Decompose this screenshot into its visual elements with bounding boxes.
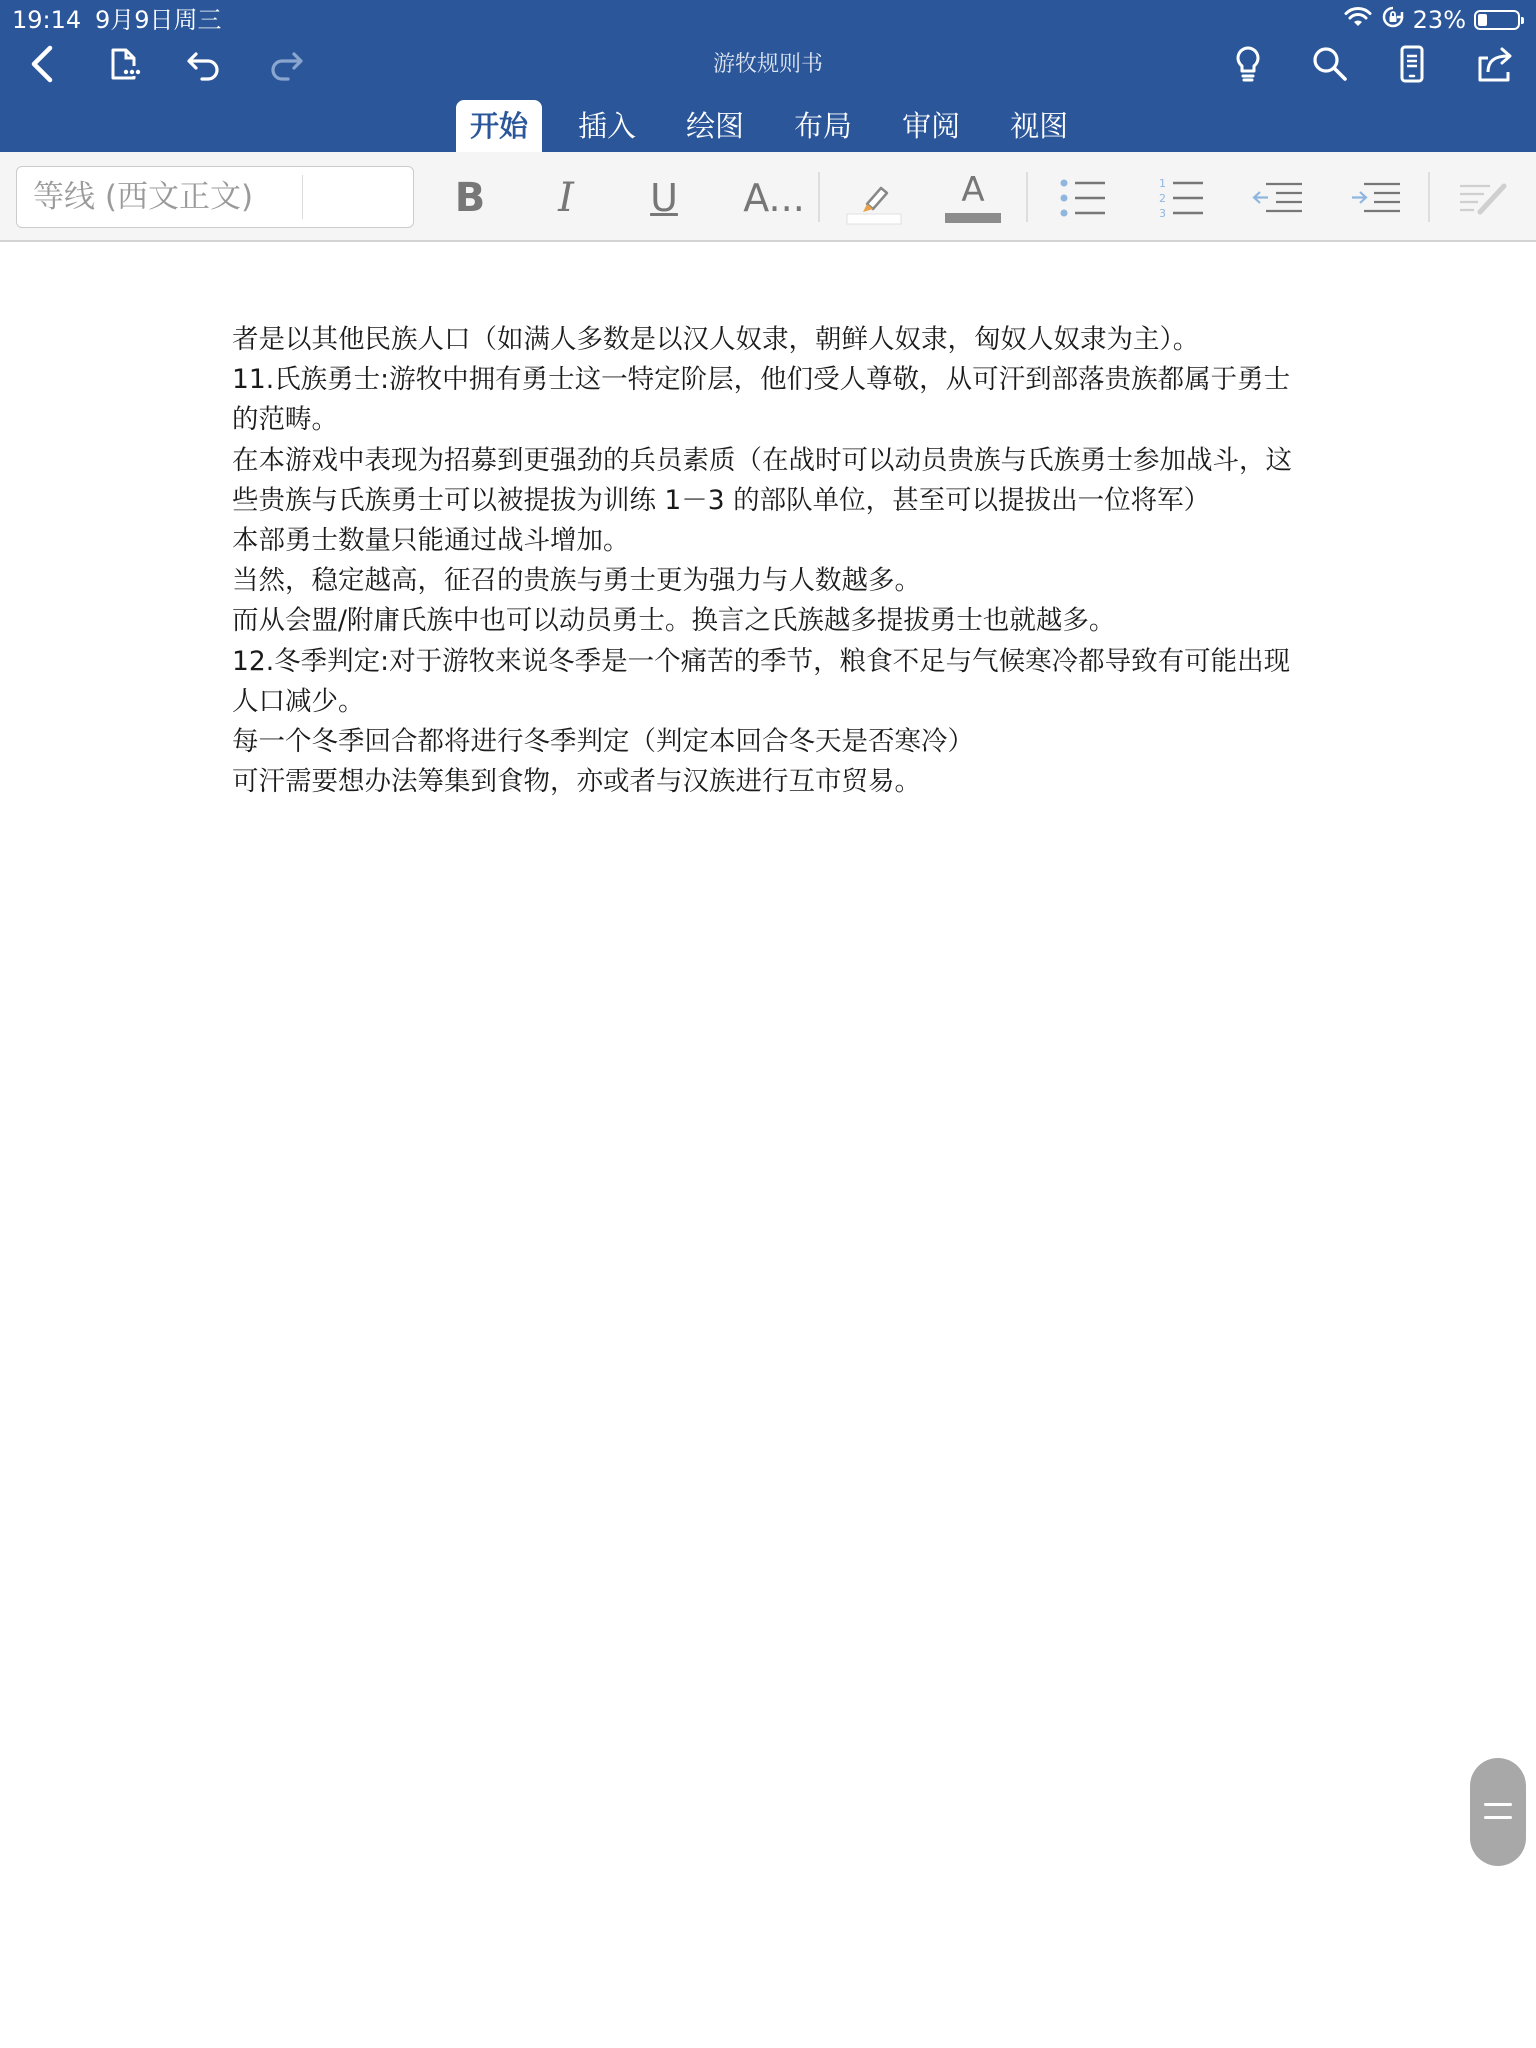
ribbon-separator <box>1428 172 1430 222</box>
battery-percent: 23% <box>1412 6 1466 34</box>
ribbon-separator <box>818 172 820 222</box>
styles-button[interactable] <box>1454 170 1514 226</box>
font-field-divider <box>302 175 303 219</box>
bullet-list-icon <box>1059 177 1109 219</box>
italic-icon: I <box>558 175 574 221</box>
status-time: 19:14 <box>12 6 82 34</box>
document-paragraph: 每一个冬季回合都将进行冬季判定（判定本回合冬天是否寒冷） <box>232 726 974 758</box>
file-menu-button[interactable] <box>98 38 150 90</box>
font-name-value: 等线 (西文正文) <box>33 179 254 215</box>
tell-me-button[interactable] <box>1222 38 1274 90</box>
decrease-indent-button[interactable] <box>1248 170 1308 226</box>
document-paragraph: 者是以其他民族人口（如满人多数是以汉人奴隶，朝鲜人奴隶，匈奴人奴隶为主）。 <box>232 324 1200 355</box>
numbered-list-icon <box>1157 177 1207 219</box>
font-color-icon: A <box>961 170 985 210</box>
underline-button[interactable] <box>634 170 694 226</box>
svg-text:3: 3 <box>1159 207 1166 219</box>
file-menu-icon <box>102 42 146 86</box>
underline-icon: U <box>650 176 678 220</box>
status-date: 9月9日周三 <box>95 6 222 34</box>
search-button[interactable] <box>1304 38 1356 90</box>
styles-icon <box>1458 178 1510 218</box>
increase-indent-icon <box>1350 180 1402 216</box>
numbered-list-button[interactable] <box>1152 170 1212 226</box>
highlight-button[interactable] <box>844 170 904 226</box>
mobile-view-button[interactable] <box>1386 38 1438 90</box>
bullet-list-button[interactable] <box>1054 170 1114 226</box>
font-color-swatch <box>945 213 1001 223</box>
highlighter-icon <box>845 170 903 226</box>
battery-icon <box>1474 10 1520 30</box>
decrease-indent-icon <box>1252 180 1304 216</box>
ribbon-tabs <box>456 100 1104 152</box>
ribbon-separator <box>1026 172 1028 222</box>
mobile-view-icon <box>1390 42 1434 86</box>
italic-button[interactable] <box>536 170 596 226</box>
scroll-handle-grip <box>1484 1803 1512 1806</box>
redo-icon <box>264 42 308 86</box>
tab-2[interactable]: 绘图 <box>686 109 745 143</box>
ribbon-toolbar <box>0 152 1536 242</box>
wifi-icon <box>1343 5 1373 35</box>
status-indicators <box>1343 4 1520 36</box>
document-paragraph: 而从会盟/附庸氏族中也可以动员勇士。换言之氏族越多提拔勇士也就越多。 <box>232 605 1116 637</box>
document-title: 游牧规则书 <box>712 52 823 77</box>
scroll-handle[interactable] <box>1470 1758 1526 1866</box>
undo-icon <box>182 42 226 86</box>
tab-4[interactable]: 审阅 <box>902 109 961 143</box>
document-paragraph: 当然，稳定越高，征召的贵族与勇士更为强力与人数越多。 <box>232 565 921 597</box>
tab-5[interactable]: 视图 <box>1010 109 1069 143</box>
back-button[interactable] <box>18 38 70 90</box>
scroll-handle-grip <box>1484 1816 1512 1819</box>
bold-icon: B <box>454 175 486 221</box>
tab-3[interactable]: 布局 <box>794 109 853 143</box>
increase-indent-button[interactable] <box>1346 170 1406 226</box>
text-effects-icon: A... <box>743 176 805 220</box>
tab-1[interactable]: 插入 <box>578 109 637 143</box>
share-icon <box>1472 42 1516 86</box>
search-icon <box>1308 42 1352 86</box>
document-paragraph: 11.氏族勇士:游牧中拥有勇士这一特定阶层，他们受人尊敬，从可汗到部落贵族都属于勇士的范畴。 <box>232 364 1291 436</box>
document-paragraph: 12.冬季判定:对于游牧来说冬季是一个痛苦的季节，粮食不足与气候寒冷都导致有可能出现人口减少。 <box>232 645 1291 717</box>
svg-text:2: 2 <box>1159 192 1166 205</box>
document-body[interactable] <box>232 320 1312 802</box>
text-effects-button[interactable] <box>734 170 814 226</box>
font-color-button[interactable] <box>942 170 1004 226</box>
share-button[interactable] <box>1468 38 1520 90</box>
document-paragraph: 可汗需要想办法筹集到食物，亦或者与汉族进行互市贸易。 <box>232 766 921 798</box>
orientation-lock-icon <box>1381 5 1405 35</box>
svg-text:1: 1 <box>1159 177 1166 190</box>
redo-button[interactable] <box>260 38 312 90</box>
bold-button[interactable] <box>440 170 500 226</box>
app-header <box>0 0 1536 152</box>
lightbulb-icon <box>1226 42 1270 86</box>
document-paragraph: 本部勇士数量只能通过战斗增加。 <box>232 525 630 557</box>
undo-button[interactable] <box>178 38 230 90</box>
tab-0[interactable]: 开始 <box>456 100 542 152</box>
back-icon <box>22 42 66 86</box>
font-name-field[interactable] <box>16 166 414 228</box>
document-paragraph: 在本游戏中表现为招募到更强劲的兵员素质（在战时可以动员贵族与氏族勇士参加战斗，这些贵族与氏族勇士可以被提拔为训练 1－3 的部队单位，甚至可以提拔出一位将军） <box>232 444 1292 516</box>
